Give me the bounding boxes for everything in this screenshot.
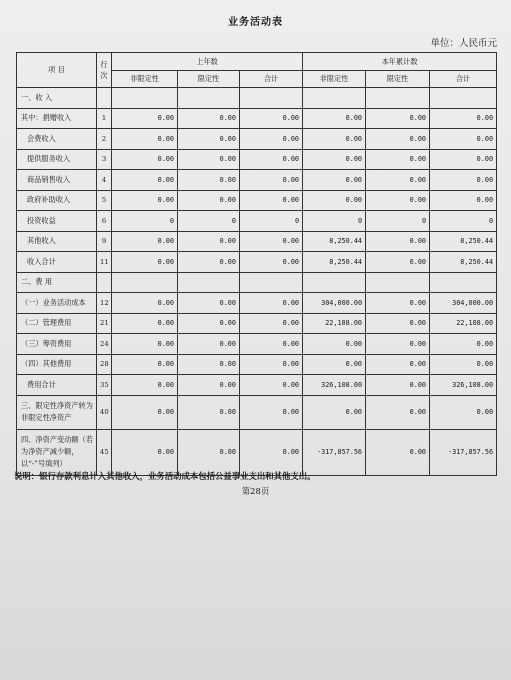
row-value-cell: 0.00	[112, 149, 178, 170]
row-value-cell: 0	[366, 211, 430, 232]
row-value-cell: 0.00	[240, 149, 303, 170]
row-value-cell: 0.00	[178, 252, 240, 273]
row-value-cell	[112, 272, 178, 293]
row-value-cell: 0.00	[303, 334, 366, 355]
row-value-cell: 0.00	[430, 334, 497, 355]
row-value-cell: 0.00	[178, 395, 240, 429]
row-value-cell: 0.00	[112, 129, 178, 150]
table-row	[17, 375, 497, 396]
row-item-label: （三）筹资费用	[17, 334, 97, 355]
row-value-cell	[178, 88, 240, 109]
row-value-cell: 0.00	[430, 395, 497, 429]
row-value-cell: 22,108.00	[303, 313, 366, 334]
row-value-cell: 0.00	[303, 108, 366, 129]
row-value-cell: 0.00	[112, 231, 178, 252]
row-value-cell: 0.00	[112, 190, 178, 211]
row-value-cell: 0.00	[178, 231, 240, 252]
row-value-cell: 0.00	[178, 354, 240, 375]
row-value-cell: 0.00	[178, 170, 240, 191]
row-line-number: 11	[97, 252, 112, 273]
row-value-cell: 0	[178, 211, 240, 232]
row-value-cell: 8,250.44	[303, 252, 366, 273]
row-value-cell: 0.00	[366, 108, 430, 129]
row-line-number: 6	[97, 211, 112, 232]
header-unrestricted: 非限定性	[112, 71, 178, 88]
row-item-label: 收入合计	[17, 252, 97, 273]
row-value-cell: 0.00	[240, 293, 303, 314]
row-line-number: 28	[97, 354, 112, 375]
row-value-cell: 0.00	[112, 354, 178, 375]
row-value-cell: 8,250.44	[430, 231, 497, 252]
row-item-label: 费用合计	[17, 375, 97, 396]
row-value-cell: 8,250.44	[303, 231, 366, 252]
table-row	[17, 88, 497, 109]
header-unrestricted: 非限定性	[303, 71, 366, 88]
row-value-cell: 0.00	[240, 170, 303, 191]
table-row	[17, 211, 497, 232]
header-restricted: 限定性	[366, 71, 430, 88]
row-line-number: 21	[97, 313, 112, 334]
row-line-number: 35	[97, 375, 112, 396]
row-item-label: 商品销售收入	[17, 170, 97, 191]
row-value-cell: 0.00	[430, 108, 497, 129]
table-row	[17, 354, 497, 375]
row-value-cell: 0.00	[366, 313, 430, 334]
row-value-cell: 22,108.00	[430, 313, 497, 334]
table-row	[17, 108, 497, 129]
row-value-cell: 304,000.00	[303, 293, 366, 314]
row-value-cell: 0	[240, 211, 303, 232]
row-value-cell: 0.00	[303, 395, 366, 429]
table-row	[17, 190, 497, 211]
row-value-cell: 0.00	[112, 252, 178, 273]
row-value-cell: 0.00	[112, 108, 178, 129]
row-item-label: 一、收 入	[17, 88, 97, 109]
row-value-cell	[240, 88, 303, 109]
row-item-label: 会费收入	[17, 129, 97, 150]
row-value-cell: 0.00	[366, 293, 430, 314]
row-value-cell: 0.00	[178, 293, 240, 314]
row-value-cell: 326,108.00	[303, 375, 366, 396]
row-value-cell: 0.00	[366, 129, 430, 150]
row-value-cell: 0.00	[366, 149, 430, 170]
row-item-label: （二）管理费用	[17, 313, 97, 334]
row-value-cell: 0.00	[366, 170, 430, 191]
table-row	[17, 429, 497, 475]
row-value-cell: 0.00	[240, 190, 303, 211]
table-row	[17, 293, 497, 314]
table-row	[17, 252, 497, 273]
row-value-cell: 0.00	[240, 313, 303, 334]
table-row	[17, 395, 497, 429]
row-line-number: 3	[97, 149, 112, 170]
row-value-cell: 0.00	[178, 129, 240, 150]
row-item-label: 二、费 用	[17, 272, 97, 293]
row-item-label: 提供服务收入	[17, 149, 97, 170]
row-value-cell: 0.00	[366, 231, 430, 252]
row-line-number: 24	[97, 334, 112, 355]
table-row	[17, 231, 497, 252]
row-value-cell: 0	[430, 211, 497, 232]
row-line-number: 40	[97, 395, 112, 429]
row-value-cell: 304,000.00	[430, 293, 497, 314]
row-value-cell: -317,857.56	[430, 429, 497, 475]
row-item-label: （四）其他费用	[17, 354, 97, 375]
header-total: 合计	[240, 71, 303, 88]
row-value-cell: 0	[303, 211, 366, 232]
footnote: 说明：银行存款利息计入其他收入，业务活动成本包括公益事业支出和其他支出。	[14, 471, 316, 481]
row-line-number: 2	[97, 129, 112, 150]
row-line-number: 45	[97, 429, 112, 475]
header-item: 项 目	[17, 53, 97, 88]
row-value-cell: 0.00	[366, 334, 430, 355]
row-value-cell	[366, 88, 430, 109]
header-restricted: 限定性	[178, 71, 240, 88]
row-value-cell	[430, 88, 497, 109]
row-item-label: 投资收益	[17, 211, 97, 232]
row-value-cell: 8,250.44	[430, 252, 497, 273]
table-row	[17, 334, 497, 355]
row-value-cell: 0.00	[112, 334, 178, 355]
page-title: 业务活动表	[228, 17, 283, 28]
row-value-cell: 0	[112, 211, 178, 232]
header-prev-year: 上年数	[112, 53, 303, 71]
row-value-cell: 0.00	[240, 395, 303, 429]
row-value-cell: 0.00	[240, 375, 303, 396]
row-value-cell: 0.00	[240, 429, 303, 475]
page-number: 第28页	[241, 486, 270, 496]
row-line-number	[97, 272, 112, 293]
row-value-cell: 0.00	[366, 354, 430, 375]
row-value-cell: 0.00	[112, 293, 178, 314]
row-item-label: 其中：捐赠收入	[17, 108, 97, 129]
row-value-cell: 0.00	[366, 395, 430, 429]
row-value-cell: 0.00	[303, 149, 366, 170]
row-value-cell: 0.00	[366, 429, 430, 475]
table-row	[17, 170, 497, 191]
table-row	[17, 129, 497, 150]
row-value-cell: 0.00	[430, 129, 497, 150]
row-value-cell: 0.00	[240, 334, 303, 355]
header-current-year: 本年累计数	[303, 53, 497, 71]
header-total: 合计	[430, 71, 497, 88]
row-value-cell: 0.00	[430, 170, 497, 191]
row-value-cell: 0.00	[178, 334, 240, 355]
row-line-number: 1	[97, 108, 112, 129]
currency-unit: 单位：人民币元	[430, 38, 497, 49]
row-value-cell: 0.00	[303, 170, 366, 191]
row-line-number: 4	[97, 170, 112, 191]
row-value-cell	[303, 88, 366, 109]
row-item-label: （一）业务活动成本	[17, 293, 97, 314]
row-value-cell: 0.00	[112, 429, 178, 475]
row-value-cell	[366, 272, 430, 293]
row-value-cell: 0.00	[430, 354, 497, 375]
row-value-cell	[240, 272, 303, 293]
header-line-no: 行次	[97, 53, 112, 88]
row-line-number: 9	[97, 231, 112, 252]
row-value-cell: 0.00	[178, 108, 240, 129]
row-value-cell: 0.00	[430, 190, 497, 211]
row-value-cell: 0.00	[240, 108, 303, 129]
row-value-cell: 0.00	[366, 375, 430, 396]
row-item-label: 其他收入	[17, 231, 97, 252]
row-value-cell	[303, 272, 366, 293]
table-row	[17, 313, 497, 334]
row-value-cell	[112, 88, 178, 109]
row-value-cell: -317,857.56	[303, 429, 366, 475]
row-value-cell: 0.00	[430, 149, 497, 170]
row-item-label: 政府补助收入	[17, 190, 97, 211]
row-value-cell: 0.00	[178, 149, 240, 170]
row-value-cell	[430, 272, 497, 293]
row-value-cell: 0.00	[112, 313, 178, 334]
row-value-cell: 0.00	[178, 313, 240, 334]
row-line-number: 5	[97, 190, 112, 211]
row-value-cell: 0.00	[178, 429, 240, 475]
row-value-cell: 0.00	[366, 190, 430, 211]
row-value-cell: 0.00	[303, 354, 366, 375]
row-value-cell: 0.00	[112, 395, 178, 429]
table-row	[17, 272, 497, 293]
row-item-label: 四、净资产变动额（若为净资产减少额，以“-”号填列）	[17, 429, 97, 475]
row-line-number	[97, 88, 112, 109]
row-value-cell: 0.00	[303, 129, 366, 150]
row-value-cell: 0.00	[366, 252, 430, 273]
table-row	[17, 149, 497, 170]
row-value-cell: 0.00	[178, 190, 240, 211]
row-line-number: 12	[97, 293, 112, 314]
row-value-cell: 0.00	[240, 129, 303, 150]
row-value-cell	[178, 272, 240, 293]
row-value-cell: 0.00	[240, 252, 303, 273]
row-value-cell: 0.00	[240, 231, 303, 252]
row-value-cell: 326,108.00	[430, 375, 497, 396]
row-item-label: 三、限定性净资产转为非限定性净资产	[17, 395, 97, 429]
row-value-cell: 0.00	[240, 354, 303, 375]
row-value-cell: 0.00	[112, 170, 178, 191]
row-value-cell: 0.00	[178, 375, 240, 396]
row-value-cell: 0.00	[112, 375, 178, 396]
activity-statement-table	[16, 52, 497, 476]
row-value-cell: 0.00	[303, 190, 366, 211]
